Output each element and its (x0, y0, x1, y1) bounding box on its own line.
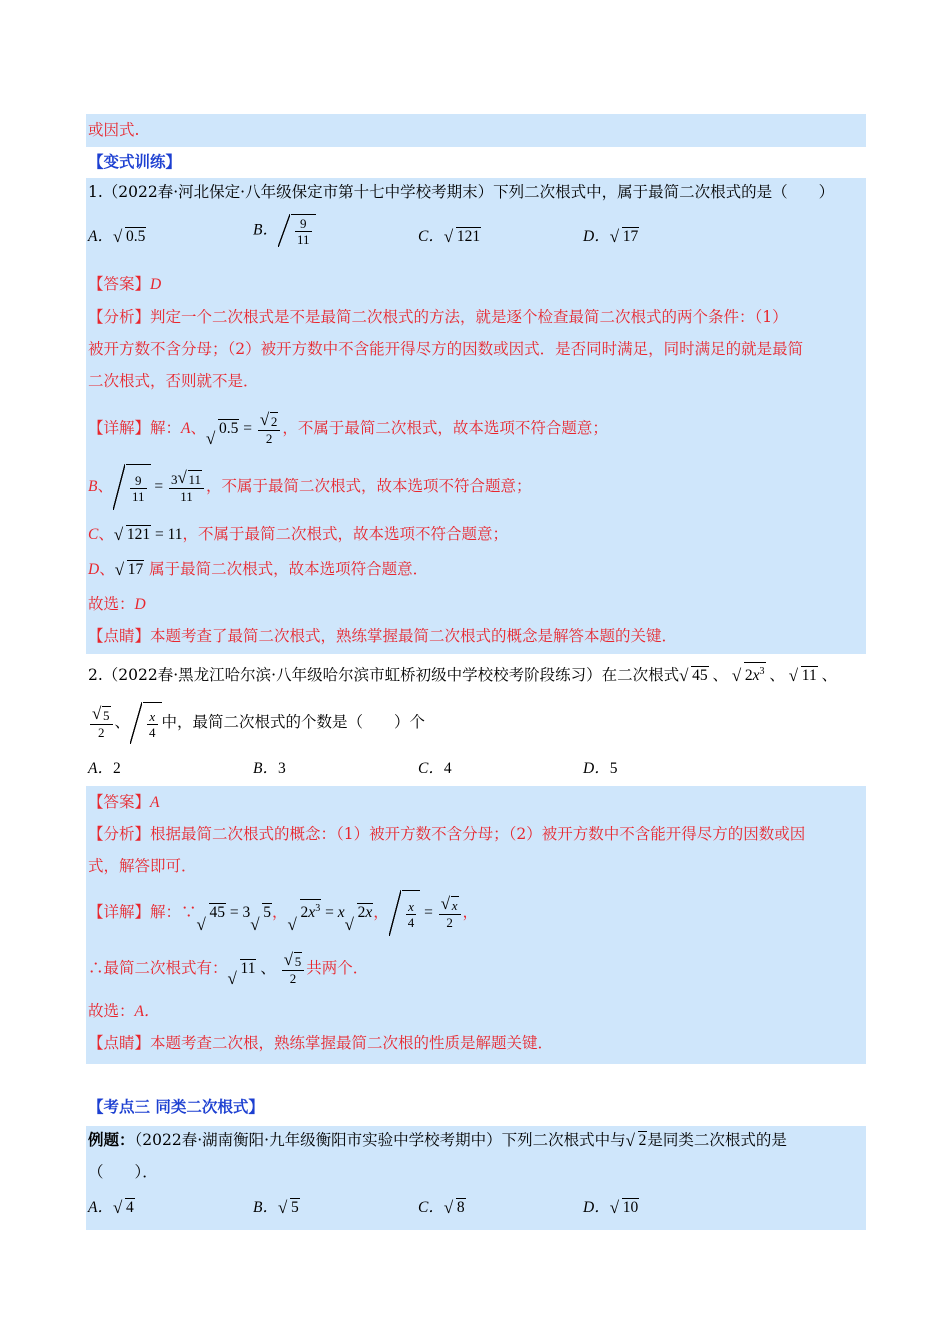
q1-option-a: A．√ 0.5 (88, 227, 146, 247)
q1-option-b: B． $\frac{9}{11}$ (253, 214, 316, 247)
q1-answer: 【答案】D (88, 275, 162, 293)
question-2-solution-block (86, 786, 866, 1064)
q2-analysis-line-1: 【分析】根据最简二次根式的概念：（1）被开方数不含分母；（2）被开方数中不含能开得尽方的因数或因 (88, 825, 806, 843)
q2-option-d: D．5 (583, 760, 618, 777)
top-block-text: 或因式. (88, 121, 140, 139)
q1-comment: 【点睛】本题考查了最简二次根式，熟练掌握最简二次根式的概念是解答本题的关键． (88, 627, 678, 645)
q2-comment: 【点睛】本题考查二次根，熟练掌握最简二次根的性质是解题关键． (88, 1034, 554, 1052)
q2-therefore: ∴最简二次根式有：√ 11 、 √ $\frac{5}{2}$ 共两个． (88, 948, 368, 989)
q2-option-b: B．3 (253, 760, 286, 777)
q1-choose: 故选：D (88, 595, 146, 613)
kd3-option-d: D．√ 10 (583, 1198, 639, 1218)
q1-detail-d: D、√ 17 属于最简二次根式，故本选项符合题意． (88, 559, 428, 580)
q2-analysis-line-2: 式，解答即可． (88, 857, 197, 875)
variant-heading-row (86, 148, 866, 176)
kd3-option-a: A．√ 4 (88, 1198, 135, 1218)
q2-option-a: A．2 (88, 760, 121, 777)
kd3-example-line-1: 例题：（2022春·湖南衡阳·九年级衡阳市实验中学校考期中）下列二次根式中与√ 2是同类二次根式的是 (88, 1130, 787, 1151)
kd3-option-b: B．√ 5 (253, 1198, 300, 1218)
q2-answer: 【答案】A (88, 793, 160, 811)
q1-detail-c: C、√ 121 = 11，不属于最简二次根式，故本选项不符合题意； (88, 524, 508, 545)
q2-stem-2: √ $\frac{5}{2}$ 、 $\frac{x}{4}$ 中，最简二次根式的个数是（ ）个 (88, 702, 425, 744)
q1-option-c: C．√ 121 (418, 227, 481, 247)
kd3-example-block (86, 1126, 866, 1230)
kd3-example-line-2: （ ）． (88, 1163, 158, 1181)
q1-option-d: D．√ 17 (583, 227, 639, 247)
q2-option-c: C．4 (418, 760, 452, 777)
q2-choose: 故选：A． (88, 1002, 160, 1020)
top-block (86, 114, 866, 147)
kd3-heading: 【考点三 同类二次根式】 (88, 1097, 264, 1116)
q1-analysis-line-1: 【分析】判定一个二次根式是不是最简二次根式的方法，就是逐个检查最简二次根式的两个条件：（1） (88, 308, 788, 326)
q1-analysis-line-3: 二次根式，否则就不是． (88, 372, 259, 390)
q1-detail-b: B、 $\frac{9}{11}$ = $\frac{3√ 11}{11}$ ，不属于最简二次根式，故本选项不符合题意； (88, 464, 532, 510)
question-2-stem-block (86, 656, 866, 786)
kd3-heading-row (86, 1094, 866, 1122)
q2-detail: 【详解】解：∵√ 45 = 3√ 5，√ $2x^3 = x√$ 2x， $\frac{x}{4}$ = √ $\frac{x}{2}$ ， (88, 890, 478, 936)
q2-stem: 2.（2022春·黑龙江哈尔滨·八年级哈尔滨市虹桥初级中学校校考阶段练习）在二次根式√ 45 、 √ $2x^3$ 、 √ 11 、 (88, 662, 837, 686)
kd3-option-c: C．√ 8 (418, 1198, 466, 1218)
question-1-block (86, 178, 866, 654)
variant-heading: 【变式训练】 (88, 152, 182, 171)
q1-detail-a: 【详解】解：A、√ 0.5 = √ $\frac{2}{2}$ ，不属于最简二次根式，故本选项不符合题意； (88, 408, 608, 449)
q1-analysis-line-2: 被开方数不含分母；（2）被开方数中不含能开得尽方的因数或因式．是否同时满足，同时满足的就是最简 (88, 340, 804, 358)
q1-stem: 1.（2022春·河北保定·八年级保定市第十七中学校考期末）下列二次根式中，属于最简二次根式的是（ ） (88, 183, 835, 201)
